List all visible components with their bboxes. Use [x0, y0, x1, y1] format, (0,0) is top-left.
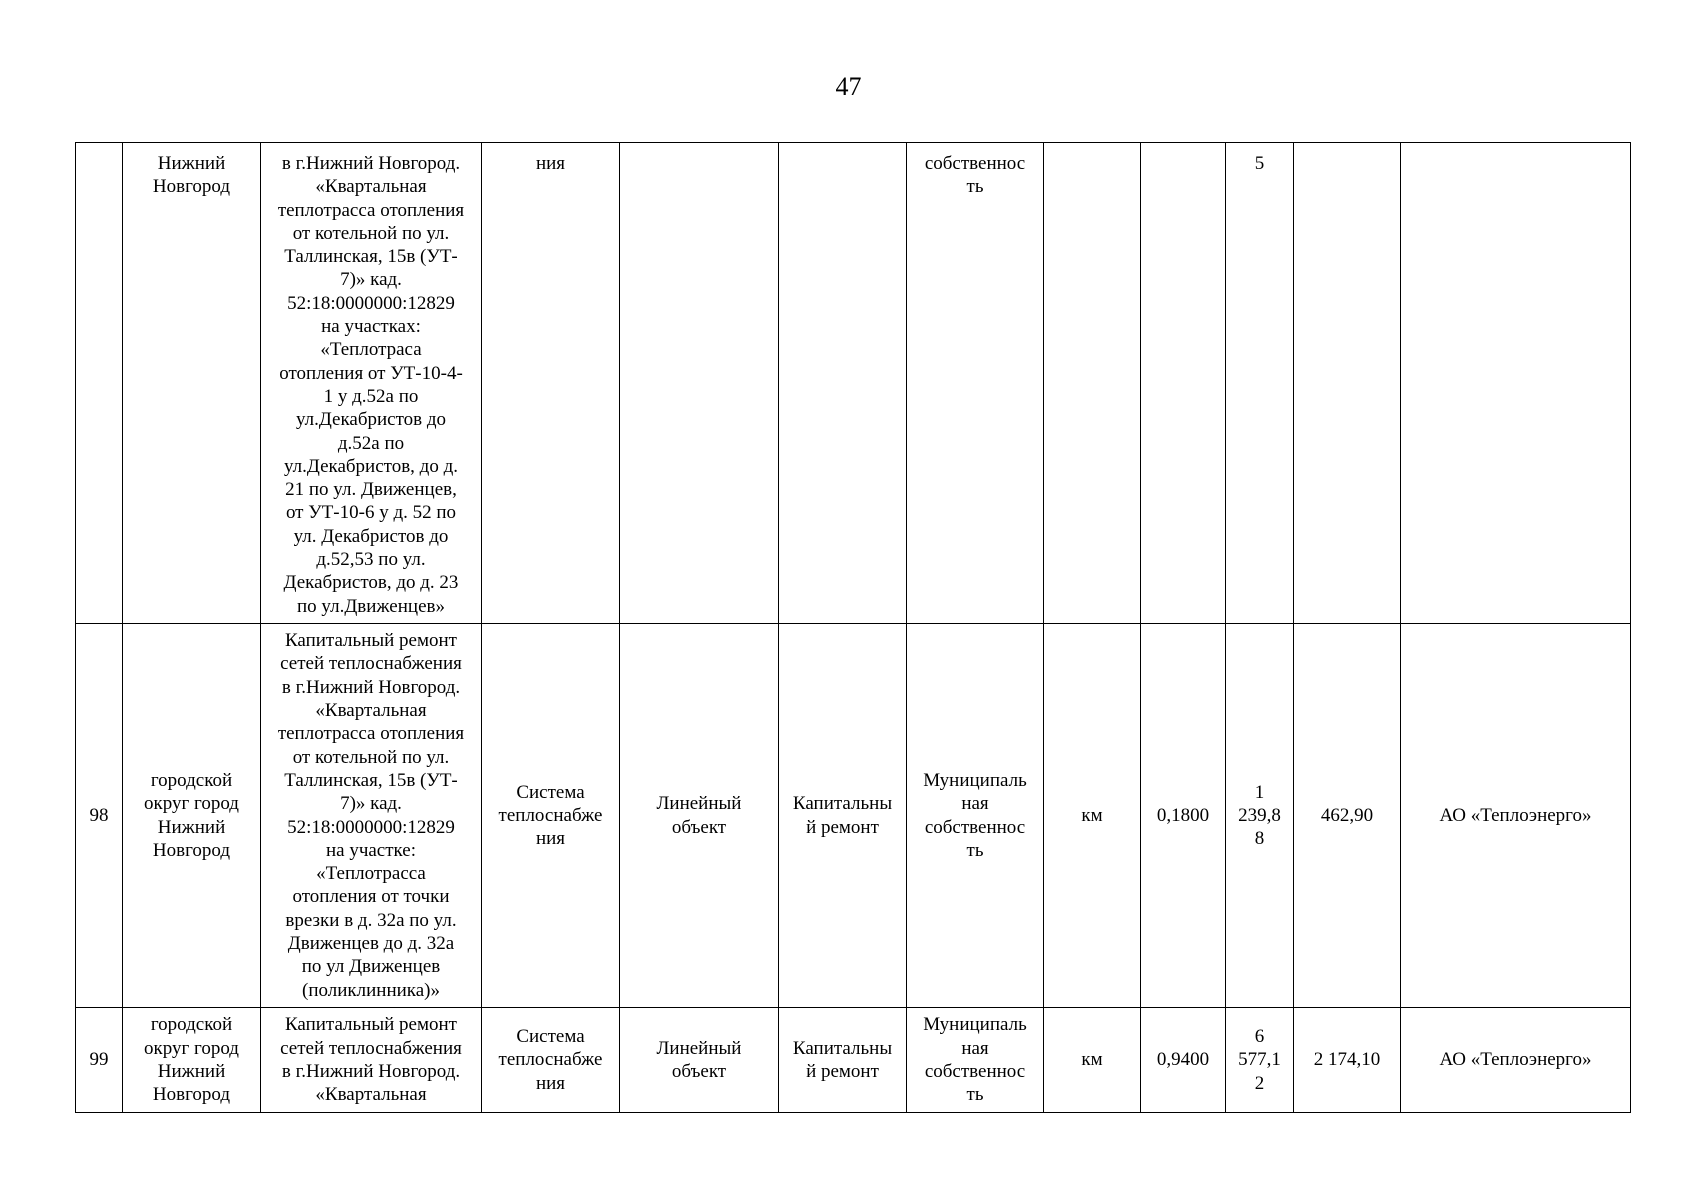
object-type-cell: Линейный объект	[620, 1008, 779, 1113]
unit-cell: км	[1044, 1008, 1141, 1113]
object-type-cell	[620, 143, 779, 624]
work-type-cell: Капитальны й ремонт	[779, 624, 907, 1008]
organization-cell: АО «Теплоэнерго»	[1401, 1008, 1631, 1113]
work-type-cell	[779, 143, 907, 624]
municipality-cell: Нижний Новгород	[123, 143, 261, 624]
table-row	[76, 1008, 1631, 1113]
unit-cell: км	[1044, 624, 1141, 1008]
page-number: 47	[835, 72, 862, 101]
system-cell: ния	[482, 143, 620, 624]
ownership-cell: Муниципаль ная собственнос ть	[907, 1008, 1044, 1113]
row-number-cell: 98	[76, 624, 123, 1008]
length-cell: 0,9400	[1141, 1008, 1226, 1113]
description-cell: в г.Нижний Новгород. «Квартальная теплотрасса отопления от котельной по ул. Таллинская, 15в (УТ- 7)» кад. 52:18:0000000:12829 на участках: «Теплотраса отопления от УТ-10-4- 1 у д.52а по ул.Декабристов до д.52а по ул.Декабристов, до д. 21 по ул. Движенцев, от УТ-10-6 у д. 52 по ул. Декабристов до д.52,53 по ул. Декабристов, до д. 23 по ул.Движенцев»	[261, 143, 482, 624]
length-cell: 0,1800	[1141, 624, 1226, 1008]
table-row	[76, 624, 1631, 1008]
unit-cell	[1044, 143, 1141, 624]
cost-cell: 5	[1226, 143, 1294, 624]
work-type-cell: Капитальны й ремонт	[779, 1008, 907, 1113]
row-number-cell	[76, 143, 123, 624]
municipality-cell: городской округ город Нижний Новгород	[123, 624, 261, 1008]
row-number-cell: 99	[76, 1008, 123, 1113]
cost-cell: 1 239,8 8	[1226, 624, 1294, 1008]
description-cell: Капитальный ремонт сетей теплоснабжения в г.Нижний Новгород. «Квартальная	[261, 1008, 482, 1113]
ownership-cell: собственнос ть	[907, 143, 1044, 624]
organization-cell: АО «Теплоэнерго»	[1401, 624, 1631, 1008]
description-cell: Капитальный ремонт сетей теплоснабжения в г.Нижний Новгород. «Квартальная теплотрасса отопления от котельной по ул. Таллинская, 15в (УТ- 7)» кад. 52:18:0000000:12829 на участке: «Теплотрасса отопления от точки врезки в д. 32а по ул. Движенцев до д. 32а по ул Движенцев (поликлинника)»	[261, 624, 482, 1008]
organization-cell	[1401, 143, 1631, 624]
system-cell: Система теплоснабже ния	[482, 1008, 620, 1113]
table-row	[76, 143, 1631, 624]
ownership-cell: Муниципаль ная собственнос ть	[907, 624, 1044, 1008]
object-type-cell: Линейный объект	[620, 624, 779, 1008]
municipality-cell: городской округ город Нижний Новгород	[123, 1008, 261, 1113]
value-cell: 2 174,10	[1294, 1008, 1401, 1113]
works-table	[75, 142, 1631, 1113]
value-cell: 462,90	[1294, 624, 1401, 1008]
value-cell	[1294, 143, 1401, 624]
cost-cell: 6 577,1 2	[1226, 1008, 1294, 1113]
length-cell	[1141, 143, 1226, 624]
system-cell: Система теплоснабже ния	[482, 624, 620, 1008]
